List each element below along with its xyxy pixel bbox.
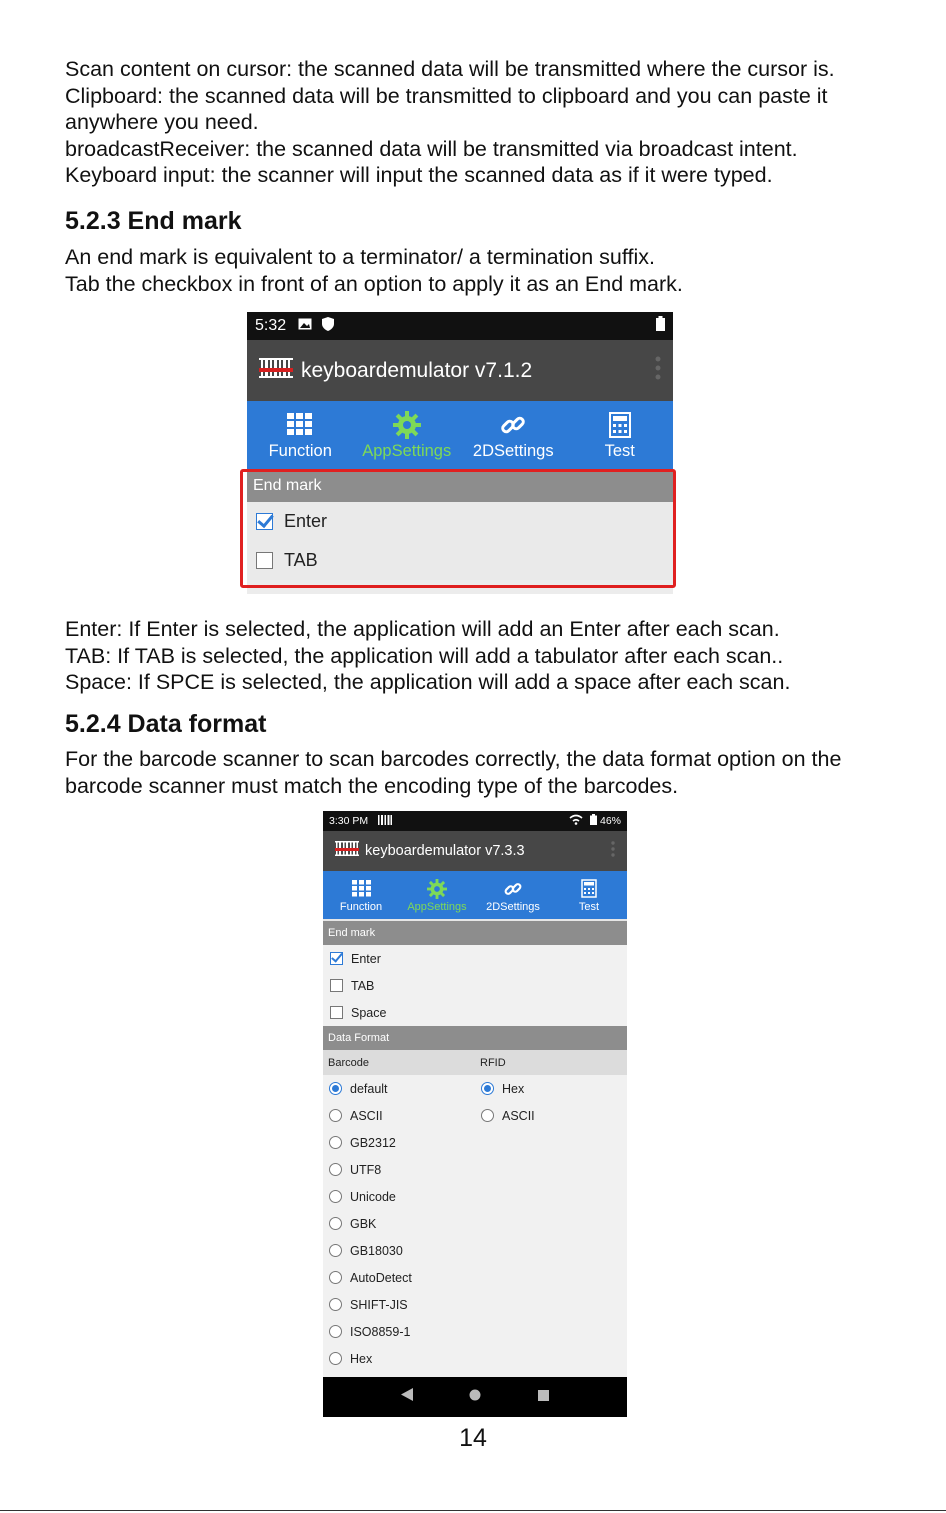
radio-button[interactable] bbox=[329, 1163, 342, 1176]
wifi-icon bbox=[568, 814, 584, 828]
radio-label: Unicode bbox=[350, 1189, 396, 1204]
tab-label: Function bbox=[339, 900, 383, 913]
status-bar bbox=[247, 312, 673, 340]
app-bar bbox=[323, 831, 627, 871]
radio-option[interactable] bbox=[323, 1318, 475, 1345]
status-time: 3:30 PM bbox=[329, 815, 369, 827]
calculator-icon bbox=[581, 878, 597, 900]
tab-function[interactable] bbox=[247, 401, 354, 469]
radio-label: Hex bbox=[502, 1081, 525, 1096]
radio-button[interactable] bbox=[329, 1082, 342, 1095]
tab-label: AppSettings bbox=[362, 441, 452, 460]
radio-label: AutoDetect bbox=[350, 1270, 412, 1285]
back-icon[interactable] bbox=[401, 1388, 413, 1406]
tab-appsettings[interactable] bbox=[399, 871, 475, 919]
description-line: For the barcode scanner to scan barcodes correctly, the data format option on the bbox=[65, 747, 842, 771]
battery-level: 46% bbox=[599, 815, 621, 827]
option-space[interactable] bbox=[323, 999, 627, 1026]
data-format-options bbox=[323, 1075, 627, 1372]
radio-button[interactable] bbox=[329, 1217, 342, 1230]
battery-icon bbox=[590, 814, 597, 828]
app-title: keyboardemulator v7.3.3 bbox=[365, 843, 525, 859]
tab-label: Test bbox=[604, 441, 635, 460]
radio-option[interactable] bbox=[475, 1075, 627, 1102]
radio-button[interactable] bbox=[329, 1244, 342, 1257]
end-mark-section-header: End mark bbox=[247, 469, 673, 502]
tab-function[interactable] bbox=[323, 871, 399, 919]
radio-label: GB2312 bbox=[350, 1135, 396, 1150]
tab-label: Test bbox=[578, 900, 600, 913]
intro-line: Clipboard: the scanned data will be transmitted to clipboard and you can paste it bbox=[65, 83, 828, 108]
tab-label: AppSettings bbox=[407, 900, 467, 913]
radio-label: Hex bbox=[350, 1351, 373, 1366]
radio-label: GBK bbox=[350, 1216, 377, 1231]
rfid-column-label: RFID bbox=[480, 1056, 506, 1069]
tab-bar bbox=[247, 401, 673, 469]
barcode-column-label: Barcode bbox=[328, 1056, 369, 1069]
option-label: Space bbox=[351, 1005, 387, 1020]
tab-appsettings[interactable] bbox=[354, 401, 461, 469]
link-icon bbox=[503, 878, 523, 900]
page-number: 14 bbox=[459, 1424, 487, 1452]
radio-label: default bbox=[350, 1081, 388, 1096]
overflow-menu-icon[interactable] bbox=[611, 840, 615, 863]
tab-test[interactable] bbox=[567, 401, 674, 469]
tab-label: Function bbox=[268, 441, 332, 460]
radio-label: ISO8859-1 bbox=[350, 1324, 411, 1339]
radio-button[interactable] bbox=[329, 1271, 342, 1284]
tab-bar bbox=[323, 871, 627, 919]
data-format-description bbox=[65, 746, 895, 799]
status-time: 5:32 bbox=[255, 317, 287, 334]
image-icon bbox=[298, 317, 312, 335]
radio-button[interactable] bbox=[329, 1136, 342, 1149]
radio-option[interactable] bbox=[323, 1102, 475, 1129]
radio-option[interactable] bbox=[323, 1075, 475, 1102]
explain-line: Space: If SPCE is selected, the application will add a space after each scan. bbox=[65, 670, 791, 695]
option-label: TAB bbox=[351, 978, 375, 993]
radio-label: UTF8 bbox=[350, 1162, 382, 1177]
footer-divider bbox=[0, 1510, 946, 1511]
tab-label: 2DSettings bbox=[486, 900, 540, 913]
radio-option[interactable] bbox=[323, 1129, 475, 1156]
intro-line: broadcastReceiver: the scanned data will be transmitted via broadcast intent. bbox=[65, 136, 798, 161]
description-line: barcode scanner must match the encoding type of the barcodes. bbox=[65, 773, 679, 798]
recents-icon[interactable] bbox=[538, 1388, 549, 1406]
heading-data-format: 5.2.4 Data format bbox=[65, 710, 267, 738]
end-mark-description bbox=[65, 244, 895, 297]
option-tab[interactable] bbox=[323, 972, 627, 999]
grid-icon bbox=[352, 878, 371, 900]
description-line: Tab the checkbox in front of an option to apply it as an End mark. bbox=[65, 271, 683, 296]
barcode-notification-icon bbox=[378, 815, 392, 828]
radio-button[interactable] bbox=[329, 1109, 342, 1122]
radio-option[interactable] bbox=[323, 1183, 475, 1210]
heading-end-mark: 5.2.3 End mark bbox=[65, 207, 242, 235]
intro-line: Scan content on cursor: the scanned data will be transmitted where the cursor is. bbox=[65, 57, 835, 81]
link-icon bbox=[499, 410, 527, 440]
radio-option[interactable] bbox=[475, 1102, 627, 1129]
screenshot-data-format bbox=[323, 811, 627, 1417]
android-nav-bar bbox=[323, 1377, 627, 1417]
radio-button[interactable] bbox=[329, 1190, 342, 1203]
radio-button[interactable] bbox=[329, 1325, 342, 1338]
explain-line: TAB: If TAB is selected, the application will add a tabulator after each scan.. bbox=[65, 643, 784, 668]
radio-button[interactable] bbox=[329, 1298, 342, 1311]
data-format-section-header: Data Format bbox=[323, 1026, 627, 1050]
option-label: TAB bbox=[284, 550, 318, 570]
checkbox-tab[interactable] bbox=[330, 979, 343, 992]
end-mark-explanation bbox=[65, 616, 895, 696]
tab-label: 2DSettings bbox=[472, 441, 554, 460]
radio-label: ASCII bbox=[350, 1108, 383, 1123]
battery-icon bbox=[656, 316, 665, 336]
end-mark-section-header: End mark bbox=[323, 921, 627, 945]
radio-option[interactable] bbox=[323, 1264, 475, 1291]
option-label: Enter bbox=[351, 951, 381, 966]
overflow-menu-icon[interactable] bbox=[655, 355, 661, 386]
gear-icon bbox=[393, 410, 421, 440]
calculator-icon bbox=[609, 410, 631, 440]
radio-option[interactable] bbox=[323, 1156, 475, 1183]
radio-button[interactable] bbox=[329, 1352, 342, 1365]
barcode-app-icon bbox=[335, 839, 359, 864]
intro-paragraph bbox=[65, 56, 895, 189]
app-title: keyboardemulator v7.1.2 bbox=[301, 358, 533, 382]
barcode-format-group bbox=[323, 1075, 475, 1372]
home-icon[interactable] bbox=[469, 1388, 481, 1406]
intro-line: Keyboard input: the scanner will input the scanned data as if it were typed. bbox=[65, 163, 773, 188]
grid-icon bbox=[287, 410, 313, 440]
barcode-app-icon bbox=[259, 354, 293, 387]
checkbox-space[interactable] bbox=[330, 1006, 343, 1019]
radio-button[interactable] bbox=[481, 1109, 494, 1122]
radio-option[interactable] bbox=[323, 1237, 475, 1264]
radio-label: GB18030 bbox=[350, 1243, 403, 1258]
radio-button[interactable] bbox=[481, 1082, 494, 1095]
radio-option[interactable] bbox=[323, 1345, 475, 1372]
intro-line: anywhere you need. bbox=[65, 110, 259, 135]
tab-test[interactable] bbox=[551, 871, 627, 919]
gear-icon bbox=[427, 878, 447, 900]
description-line: An end mark is equivalent to a terminator/ a termination suffix. bbox=[65, 245, 655, 269]
tab-2dsettings[interactable] bbox=[475, 871, 551, 919]
data-format-columns-header bbox=[323, 1050, 627, 1075]
tab-2dsettings[interactable] bbox=[460, 401, 567, 469]
radio-label: ASCII bbox=[502, 1108, 535, 1123]
radio-option[interactable] bbox=[323, 1291, 475, 1318]
rfid-format-group bbox=[475, 1075, 627, 1372]
highlight-box bbox=[240, 469, 676, 588]
radio-label: SHIFT-JIS bbox=[350, 1297, 408, 1312]
shield-icon bbox=[322, 317, 334, 336]
explain-line: Enter: If Enter is selected, the application will add an Enter after each scan. bbox=[65, 617, 780, 641]
app-bar bbox=[247, 340, 673, 401]
checkbox-enter[interactable] bbox=[330, 952, 343, 965]
option-label: Enter bbox=[284, 511, 328, 531]
radio-option[interactable] bbox=[323, 1210, 475, 1237]
status-bar bbox=[323, 811, 627, 831]
option-enter[interactable] bbox=[323, 945, 627, 972]
